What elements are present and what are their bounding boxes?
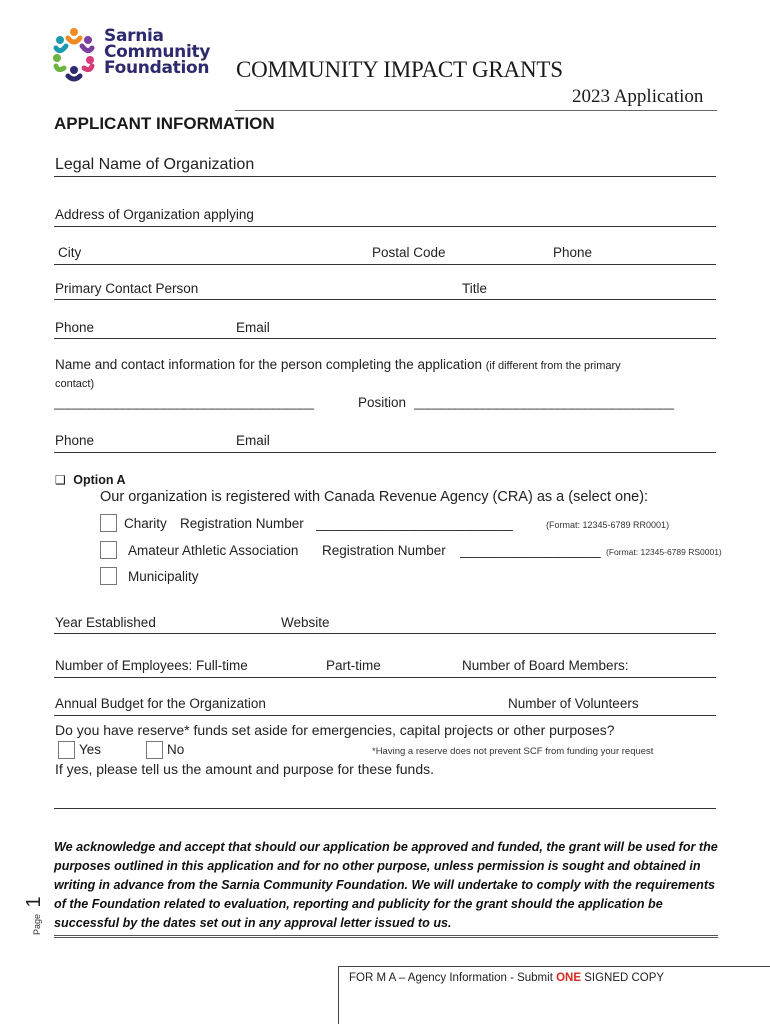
completing-text [55, 357, 621, 372]
reserve-field[interactable] [54, 808, 716, 809]
completing-note-2: contact) [55, 378, 95, 390]
reserve-no-checkbox[interactable] [146, 741, 163, 759]
municipality-label: Municipality [128, 569, 199, 584]
header-rule [235, 110, 717, 111]
logo-line-3: Foundation [104, 58, 210, 78]
cra-description: Our organization is registered with Canada Revenue Agency (CRA) as a (select one): [100, 489, 649, 505]
address-field[interactable] [54, 226, 716, 227]
legal-name-label: Legal Name of Organization [55, 156, 255, 173]
reserve-no-label: No [167, 742, 185, 757]
primary-contact-field[interactable] [54, 299, 716, 300]
reserve-note: *Having a reserve does not prevent SCF from funding your request [372, 746, 654, 757]
completer-name-field[interactable]: ______________________________________ [54, 395, 314, 410]
phone-label-2: Phone [55, 320, 95, 335]
acknowledgement: We acknowledge and accept that should our application be approved and funded, the grant will be used for the purposes outlined in this application and for no other purpose, unless permission is sought and obtained in writing in advance from the Sarnia Community Foundation. We will undertake to comply with the requirements of the Foundation related to evaluation, reporting and publicity for the grant should the application be successful by the dates set out in any approval letter issued to us. [54, 840, 718, 930]
employees-field[interactable] [54, 677, 716, 678]
charity-reg-label: Registration Number [180, 516, 304, 531]
footer-prefix: FOR M A – Agency Information - Submit [349, 972, 557, 984]
phone-label-3: Phone [55, 433, 95, 448]
board-members-label: Number of Board Members: [462, 658, 629, 673]
logo-people-icon [52, 26, 96, 82]
annual-budget-label: Annual Budget for the Organization [55, 696, 266, 711]
charity-label: Charity [124, 516, 167, 531]
completing-note: (if different from the primary [485, 360, 621, 372]
section-title: APPLICANT INFORMATION [54, 114, 275, 133]
option-a-checkbox-icon[interactable]: ❑ [55, 473, 66, 487]
logo-line-2: Community [104, 42, 211, 62]
amateur-reg-field[interactable]: ____________________ [460, 543, 601, 558]
option-a [55, 471, 126, 489]
title-label: Title [462, 281, 488, 296]
page-title: COMMUNITY IMPACT GRANTS [236, 57, 563, 82]
charity-format: (Format: 12345-6789 RR0001) [546, 520, 670, 530]
page-number: 1 [23, 896, 45, 908]
amateur-format: (Format: 12345-6789 RS0001) [606, 547, 722, 557]
position-label: Position [358, 395, 407, 410]
legal-name-field[interactable] [54, 176, 716, 177]
primary-contact-label: Primary Contact Person [55, 281, 199, 296]
city-postal-phone-field[interactable] [54, 264, 716, 265]
amateur-label: Amateur Athletic Association [128, 543, 299, 558]
amateur-reg-label: Registration Number [322, 543, 446, 558]
charity-reg-field[interactable]: ____________________________ [316, 516, 513, 531]
position-field[interactable]: ______________________________________ [414, 395, 674, 410]
reserve-yes-label: Yes [79, 742, 102, 757]
city-label: City [58, 245, 82, 260]
amateur-checkbox[interactable] [100, 541, 117, 559]
phone-label-1: Phone [553, 245, 593, 260]
completing-main: Name and contact information for the person completing the application [55, 357, 482, 372]
logo-line-1: Sarnia [104, 26, 164, 46]
volunteers-label: Number of Volunteers [508, 696, 639, 711]
email-label-1: Email [236, 320, 270, 335]
footer-emphasis: ONE [556, 972, 582, 984]
reserve-followup: If yes, please tell us the amount and purpose for these funds. [55, 761, 435, 777]
page-subtitle: 2023 Application [572, 86, 704, 107]
logo [52, 26, 222, 82]
website-label: Website [281, 615, 330, 630]
page-indicator [23, 883, 45, 935]
acknowledgement-rule [54, 935, 718, 938]
phone-email-field-1[interactable] [54, 338, 716, 339]
year-established-label: Year Established [55, 615, 156, 630]
phone-email-field-2[interactable] [54, 452, 716, 453]
reserve-question: Do you have reserve* funds set aside for emergencies, capital projects or other purposes? [55, 722, 615, 738]
year-website-field[interactable] [54, 633, 716, 634]
employees-part-label: Part-time [326, 658, 381, 673]
email-label-2: Email [236, 433, 270, 448]
budget-volunteers-field[interactable] [54, 715, 716, 716]
postal-code-label: Postal Code [372, 245, 446, 260]
municipality-checkbox[interactable] [100, 567, 117, 585]
employees-full-label: Number of Employees: Full-time [55, 658, 248, 673]
reserve-yes-checkbox[interactable] [58, 741, 75, 759]
page-label: Page [32, 913, 42, 935]
option-a-label: Option A [73, 473, 126, 487]
footer-text [349, 972, 664, 984]
address-label: Address of Organization applying [55, 207, 254, 222]
charity-checkbox[interactable] [100, 514, 117, 532]
footer-suffix: SIGNED COPY [581, 972, 665, 984]
